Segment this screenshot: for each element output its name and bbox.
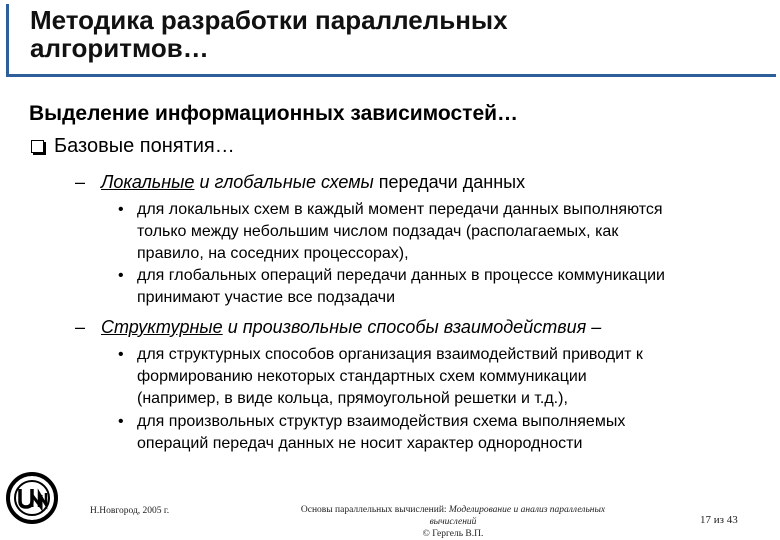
bullet-local (118, 199, 743, 265)
bullet-text-line: для локальных схем в каждый момент передачи данных выполняются (137, 201, 663, 218)
bullet-dot: • (118, 267, 124, 284)
footer-place-date: Н.Новгород, 2005 г. (90, 506, 170, 516)
term-structural: Структурные (101, 317, 223, 337)
level1-text: Базовые понятия… (54, 135, 235, 157)
slide-title (30, 6, 750, 62)
bullet-text-line: формированию некоторых стандартных схем коммуникации (137, 368, 587, 385)
section-heading: Выделение информационных зависимостей… (29, 102, 519, 125)
footer-copyright: © Гергель В.П. (422, 529, 484, 539)
title-underline (6, 74, 776, 77)
footer-course (258, 504, 648, 540)
bullet-text-line: для структурных способов организация взаимодействий приводит к (137, 346, 643, 363)
level1-item (29, 135, 235, 158)
bullet-text-line: (например, в виде кольца, прямоугольной решетки и т.д.), (137, 390, 568, 407)
bullet-text-line: операций передач данных не носит характер однородности (137, 435, 583, 452)
slide-title-line2: алгоритмов… (30, 33, 209, 63)
page-number: 17 из 43 (700, 514, 738, 526)
footer-course-italic2: вычислений (429, 517, 477, 527)
term-arbitrary: и произвольные способы взаимодействия – (222, 317, 602, 337)
bullet-text-line: правило, на соседних процессорах), (137, 245, 409, 262)
bullet-arbitrary (118, 411, 743, 455)
bullet-text-line: принимают участие все подзадачи (137, 289, 396, 306)
dash-marker: – (75, 317, 86, 337)
term-tail: передачи данных (373, 172, 526, 192)
footer-course-plain: Основы параллельных вычислений: (300, 505, 449, 515)
footer-course-italic: Моделирование и анализ параллельных (448, 505, 606, 515)
dash-marker: – (75, 172, 86, 192)
unn-logo-icon (6, 472, 58, 524)
title-bar (0, 0, 780, 78)
bullet-text-line: только между небольшим числом подзадач (располагаемых, как (137, 223, 619, 240)
bullet-text-line: для глобальных операций передачи данных в процессе коммуникации (137, 267, 665, 284)
term-global: и глобальные схемы (194, 172, 374, 192)
level2-item-structural (75, 316, 601, 338)
bullet-dot: • (118, 413, 124, 430)
bullet-dot: • (118, 201, 124, 218)
bullet-text-line: для произвольных структур взаимодействия схема выполняемых (137, 413, 626, 430)
checkbox-bullet-icon (31, 140, 44, 153)
bullet-dot: • (118, 346, 124, 363)
bullet-structural (118, 344, 743, 410)
level2-item-local-global (75, 171, 525, 193)
title-accent-bar (6, 4, 9, 74)
bullet-global (118, 265, 743, 309)
slide-title-line1: Методика разработки параллельных (30, 5, 508, 35)
term-local: Локальные (101, 172, 195, 192)
